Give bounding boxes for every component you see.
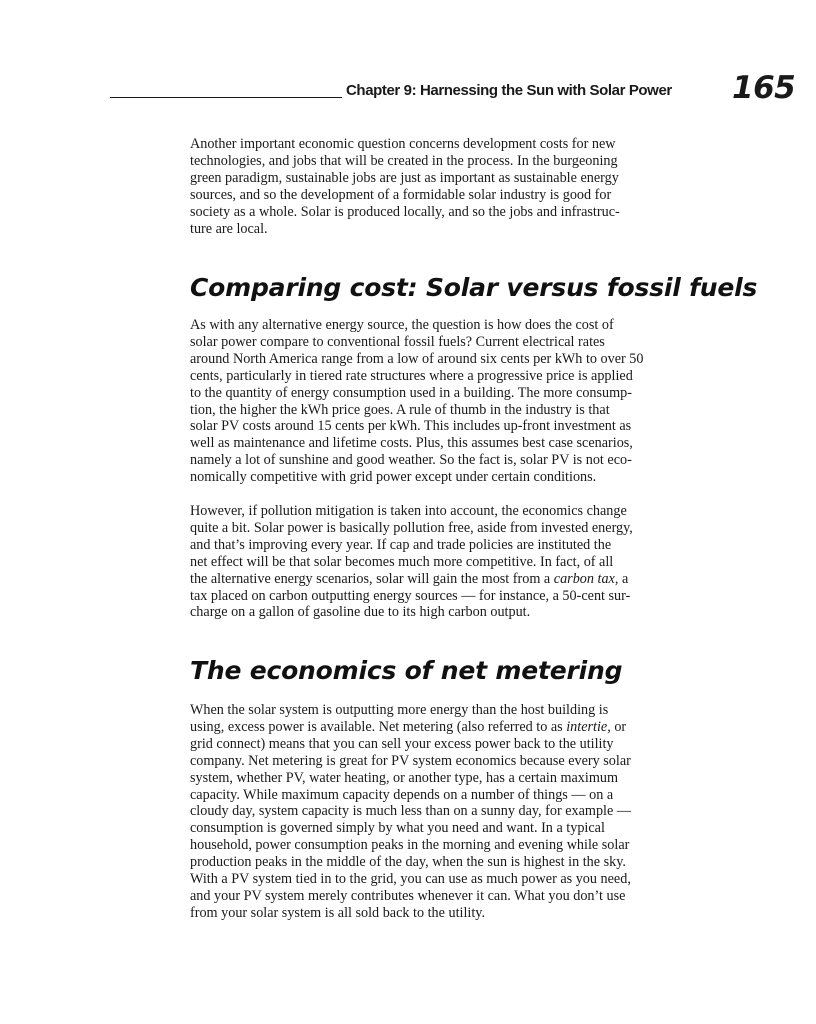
cost-line: around North America range from a low of around six cents per kWh to over 50 [190, 350, 644, 367]
net-metering-line: from your solar system is all sold back to the utility. [190, 904, 486, 921]
net-metering-line: company. Net metering is great for PV system economics because every solar [190, 752, 631, 769]
line-text: the alternative energy scenarios, solar will gain the most from a [190, 570, 554, 587]
net-metering-line: capacity. While maximum capacity depends on a number of things — on a [190, 786, 614, 803]
intro-line: society as a whole. Solar is produced locally, and so the jobs and infrastruc- [190, 203, 620, 220]
cost-line: tion, the higher the kWh price goes. A rule of thumb in the industry is that [190, 401, 610, 418]
section-heading-comparing-cost: Comparing cost: Solar versus fossil fuels [190, 273, 758, 302]
net-metering-line: production peaks in the middle of the day, when the sun is highest in the sky. [190, 854, 626, 871]
net-metering-paragraph [190, 702, 720, 922]
line-text: a [618, 570, 629, 587]
intro-line: technologies, and jobs that will be created in the process. In the burgeoning [190, 152, 618, 169]
pollution-line: quite a bit. Solar power is basically pollution free, aside from invested energy, [190, 519, 633, 536]
pollution-line: tax placed on carbon outputting energy sources — for instance, a 50-cent sur- [190, 587, 631, 604]
pollution-line: net effect will be that solar becomes much more competitive. In fact, of all [190, 553, 614, 570]
pollution-line: charge on a gallon of gasoline due to its high carbon output. [190, 604, 531, 621]
net-metering-line: and your PV system merely contributes whenever it can. What you don’t use [190, 887, 626, 904]
net-metering-line: grid connect) means that you can sell your excess power back to the utility [190, 735, 614, 752]
term-intertie: intertie, [566, 718, 611, 735]
cost-line: to the quantity of energy consumption used in a building. The more consump- [190, 384, 632, 401]
cost-line: cents, particularly in tiered rate structures where a progressive price is applied [190, 367, 633, 384]
header-rule [110, 97, 342, 98]
net-metering-line: consumption is governed simply by what you need and want. In a typical [190, 820, 605, 837]
cost-line: well as maintenance and lifetime costs. Plus, this assumes best case scenarios, [190, 435, 633, 452]
term-carbon-tax: carbon tax, [553, 570, 619, 587]
intro-line: ture are local. [190, 220, 268, 237]
net-metering-line-intertie [190, 719, 720, 736]
cost-line: nomically competitive with grid power except under certain conditions. [190, 469, 597, 486]
net-metering-line: cloudy day, system capacity is much less than on a sunny day, for example — [190, 803, 632, 820]
cost-paragraph-2 [190, 503, 720, 621]
cost-paragraph-1 [190, 317, 720, 486]
cost-line: As with any alternative energy source, the question is how does the cost of [190, 317, 614, 333]
section-heading-net-metering: The economics of net metering [190, 656, 623, 685]
pollution-line: However, if pollution mitigation is taken into account, the economics change [190, 503, 627, 519]
cost-line: namely a lot of sunshine and good weather. So the fact is, solar PV is not eco- [190, 452, 632, 469]
net-metering-line: household, power consumption peaks in the morning and evening while solar [190, 837, 630, 854]
net-metering-line: system, whether PV, water heating, or another type, has a certain maximum [190, 769, 618, 786]
line-text: using, excess power is available. Net metering (also referred to as [190, 718, 567, 735]
running-header-title: Chapter 9: Harnessing the Sun with Solar Power [346, 82, 672, 99]
pollution-line-carbon-tax [190, 571, 720, 588]
net-metering-line: With a PV system tied in to the grid, you can use as much power as you need, [190, 871, 631, 888]
intro-line: Another important economic question concerns development costs for new [190, 136, 616, 152]
cost-line: solar PV costs around 15 cents per kWh. This includes up-front investment as [190, 418, 632, 435]
pollution-line: and that’s improving every year. If cap and trade policies are instituted the [190, 536, 612, 553]
intro-paragraph [190, 136, 720, 237]
page-number: 165 [732, 70, 796, 106]
cost-line: solar power compare to conventional fossil fuels? Current electrical rates [190, 333, 605, 350]
net-metering-line: When the solar system is outputting more energy than the host building is [190, 702, 609, 718]
intro-line: green paradigm, sustainable jobs are just as important as sustainable energy [190, 169, 619, 186]
intro-line: sources, and so the development of a formidable solar industry is good for [190, 186, 612, 203]
line-text: or [610, 718, 627, 735]
